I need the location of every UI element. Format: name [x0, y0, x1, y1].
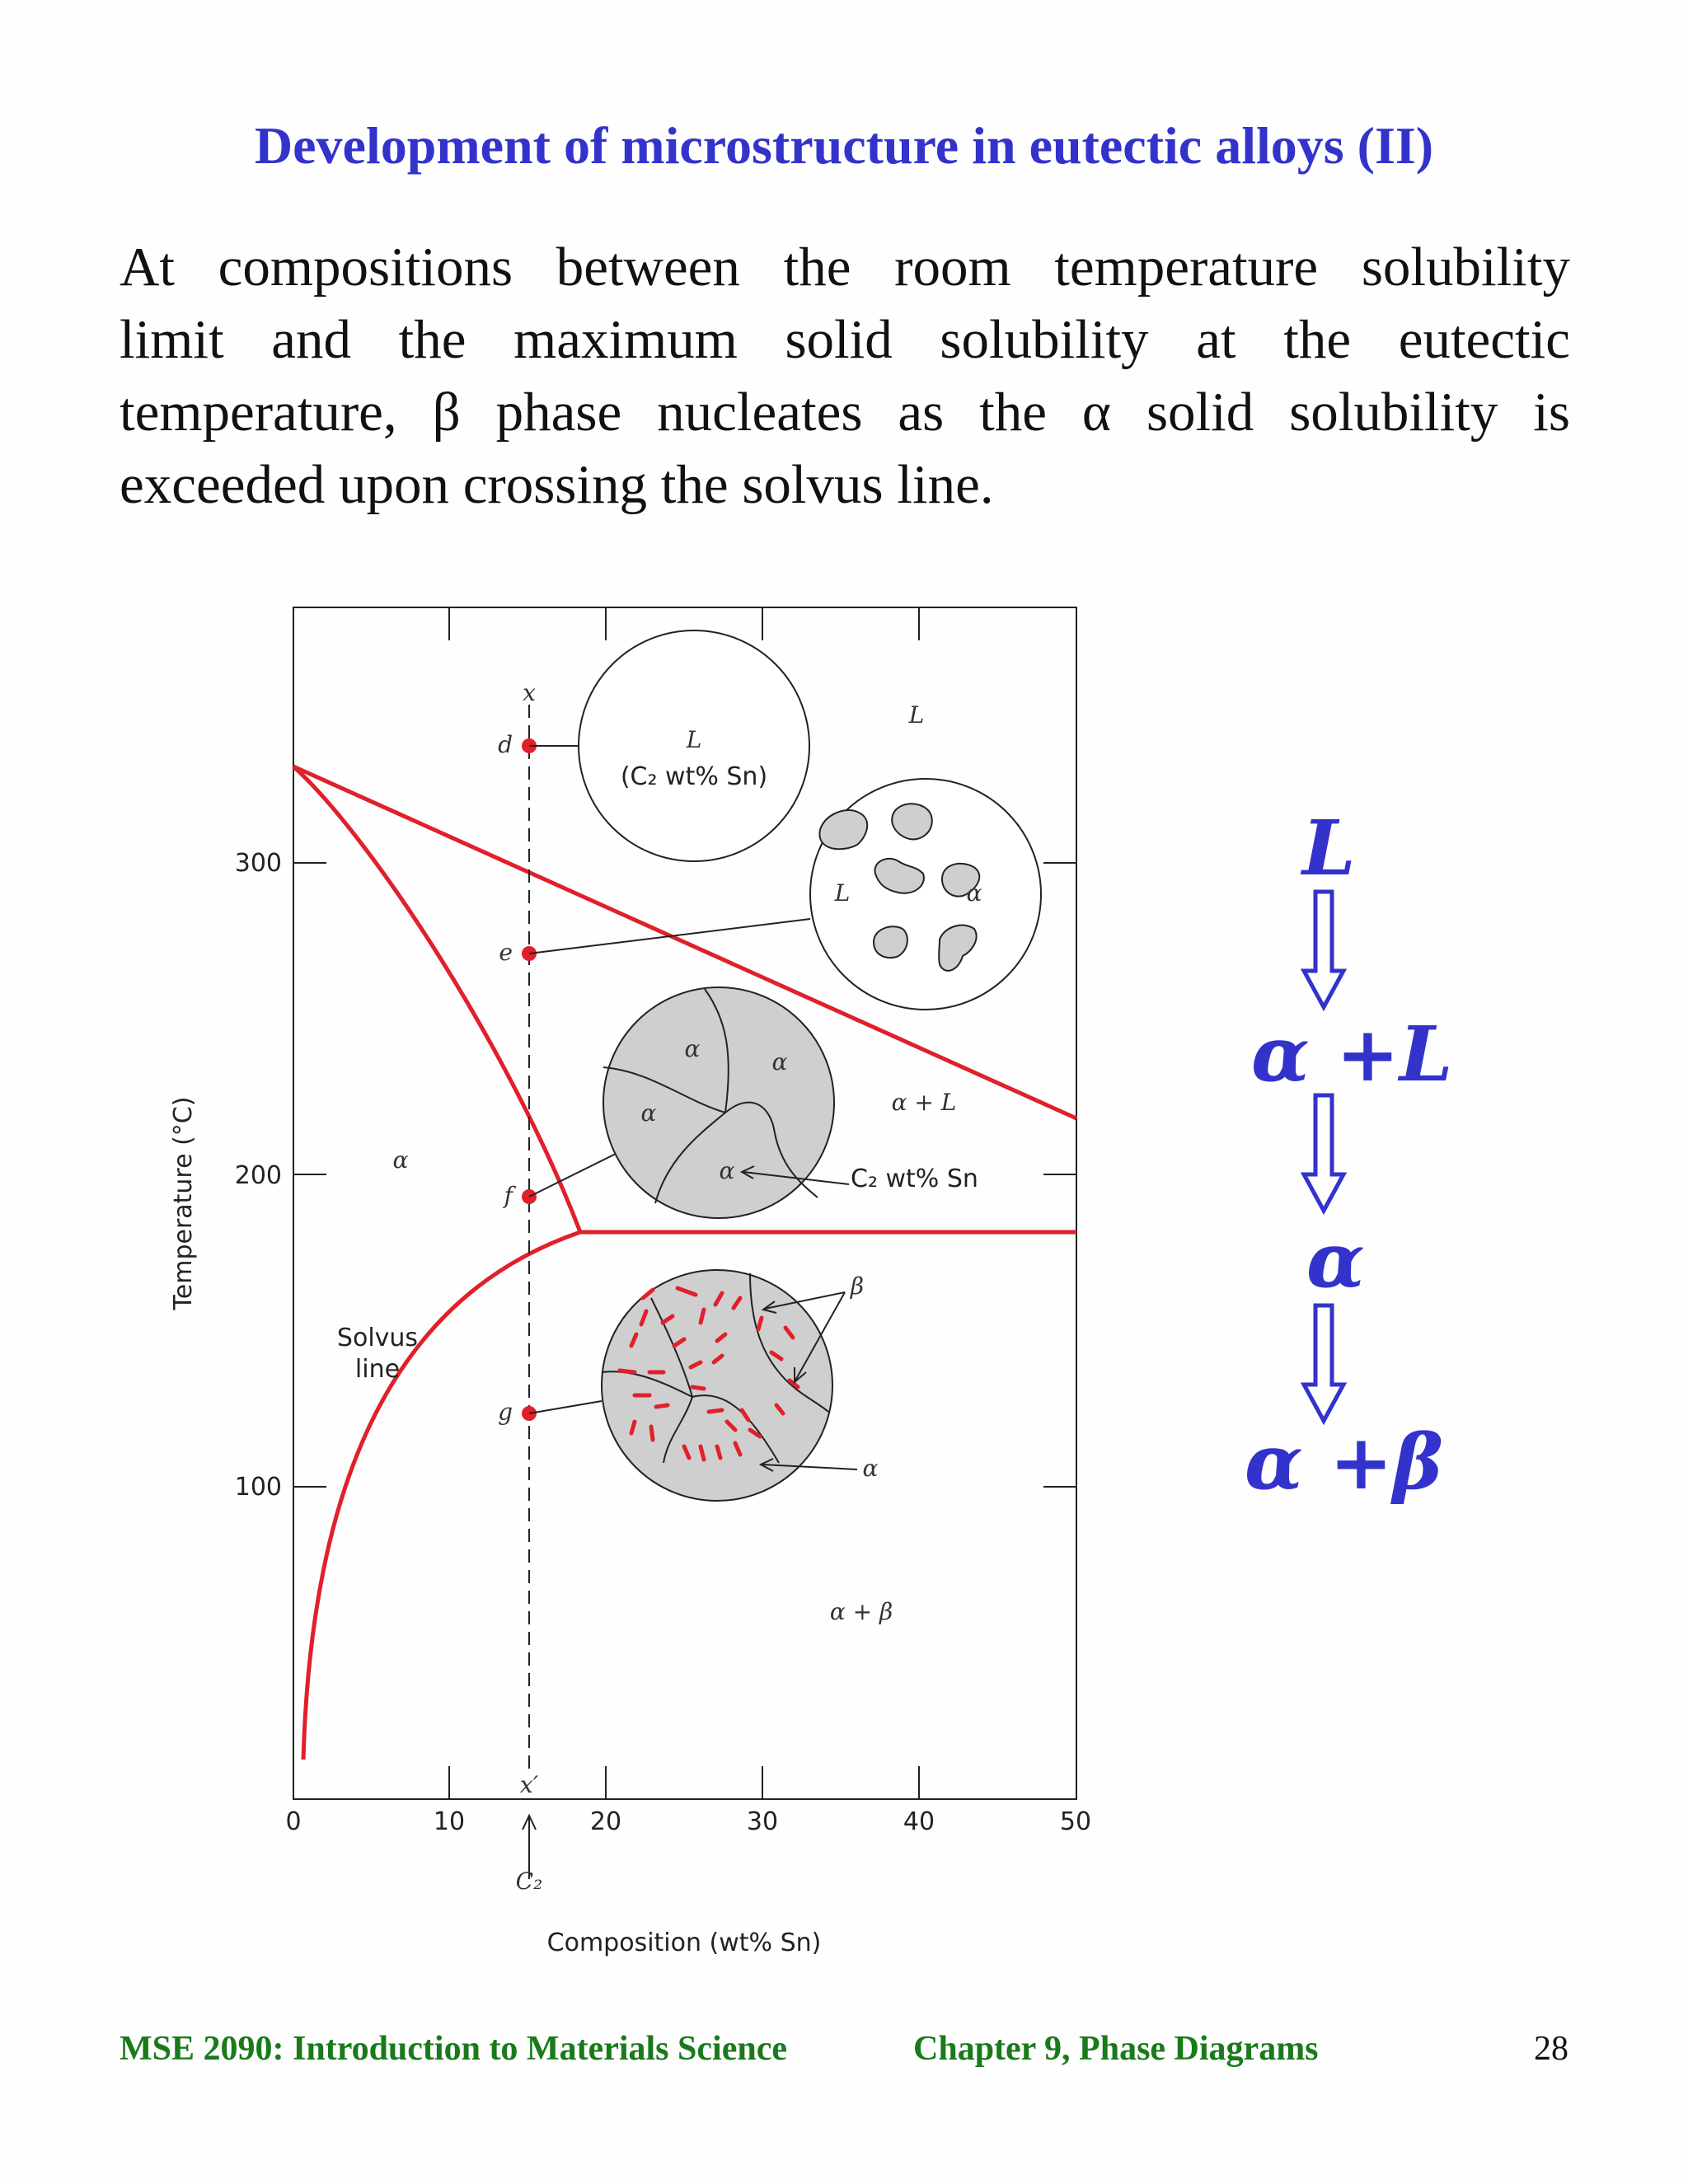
y-tick-label: 300 — [234, 849, 282, 878]
region-label-alpha: α — [392, 1146, 409, 1174]
micro-f-comp-label: C₂ wt% Sn — [851, 1165, 978, 1193]
composition-bottom-label: x′ — [519, 1771, 539, 1798]
region-label-liquid: L — [908, 701, 925, 729]
micro-g-alpha: α — [862, 1455, 879, 1482]
microstructure-e — [810, 779, 1041, 1010]
sequence-item: α — [1306, 1216, 1365, 1305]
x-tick-label: 0 — [285, 1807, 302, 1836]
x-axis-title: Composition (wt% Sn) — [546, 1929, 822, 1957]
point-g — [498, 1399, 537, 1426]
sequence-item: α +L — [1251, 1010, 1453, 1099]
solidus-line — [293, 766, 580, 1232]
x-tick-label: 40 — [903, 1807, 935, 1836]
micro-f-grain-center: α — [719, 1157, 735, 1184]
paragraph-line: temperature, β phase nucleates as the α solid solubility is — [120, 382, 1570, 443]
micro-g-beta: β — [850, 1272, 865, 1300]
point-label: g — [498, 1399, 513, 1426]
point-label: e — [499, 939, 513, 966]
micro-f-grain: α — [684, 1035, 701, 1062]
region-label-alpha-liquid: α + L — [891, 1089, 957, 1116]
microstructure-g — [602, 1270, 879, 1501]
slide-paragraph — [120, 231, 1570, 521]
point-d — [498, 731, 537, 758]
y-tick-label: 100 — [234, 1473, 282, 1502]
x-tick-label: 30 — [746, 1807, 779, 1836]
page-number: 28 — [1534, 2030, 1568, 2068]
x-tick-label: 20 — [589, 1807, 622, 1836]
footer-course: MSE 2090: Introduction to Materials Science — [120, 2030, 787, 2068]
paragraph-line: At compositions between the room temperature solubility — [120, 237, 1570, 298]
down-arrow-icon — [1301, 888, 1347, 1012]
c2-label: C₂ — [515, 1868, 543, 1895]
down-arrow-icon — [1301, 1302, 1347, 1426]
point-label: f — [504, 1182, 513, 1209]
paragraph-line: limit and the maximum solid solubility at the eutectic — [120, 309, 1570, 370]
x-tick-label: 10 — [433, 1807, 466, 1836]
paragraph-line: exceeded upon crossing the solvus line. — [120, 454, 994, 515]
x-tick-label: 50 — [1059, 1807, 1092, 1836]
solvus-curve — [303, 1232, 580, 1760]
point-label: d — [498, 731, 513, 758]
solvus-label-line2: line — [354, 1355, 401, 1384]
slide-title: Development of microstructure in eutectic alloys (II) — [254, 116, 1434, 175]
y-tick-label: 200 — [234, 1161, 282, 1190]
micro-d-phase: L — [686, 726, 702, 753]
down-arrow-icon — [1301, 1092, 1347, 1216]
micro-d-composition: (C₂ wt% Sn) — [620, 762, 768, 791]
point-e — [499, 939, 537, 966]
sequence-item: α +β — [1245, 1418, 1444, 1507]
footer-chapter: Chapter 9, Phase Diagrams — [913, 2030, 1319, 2068]
micro-e-liquid: L — [834, 879, 851, 907]
micro-f-grain: α — [640, 1099, 657, 1127]
y-axis-title: Temperature (°C) — [169, 1096, 198, 1310]
region-label-alpha-beta: α + β — [829, 1598, 893, 1625]
phase-diagram — [157, 589, 1129, 1982]
composition-top-label: x — [523, 679, 536, 706]
micro-e-solid: α — [966, 879, 982, 907]
sequence-item: L — [1302, 804, 1356, 893]
micro-f-grain: α — [771, 1048, 788, 1076]
microstructure-d — [579, 630, 809, 861]
solvus-label-line1: Solvus — [336, 1324, 419, 1352]
